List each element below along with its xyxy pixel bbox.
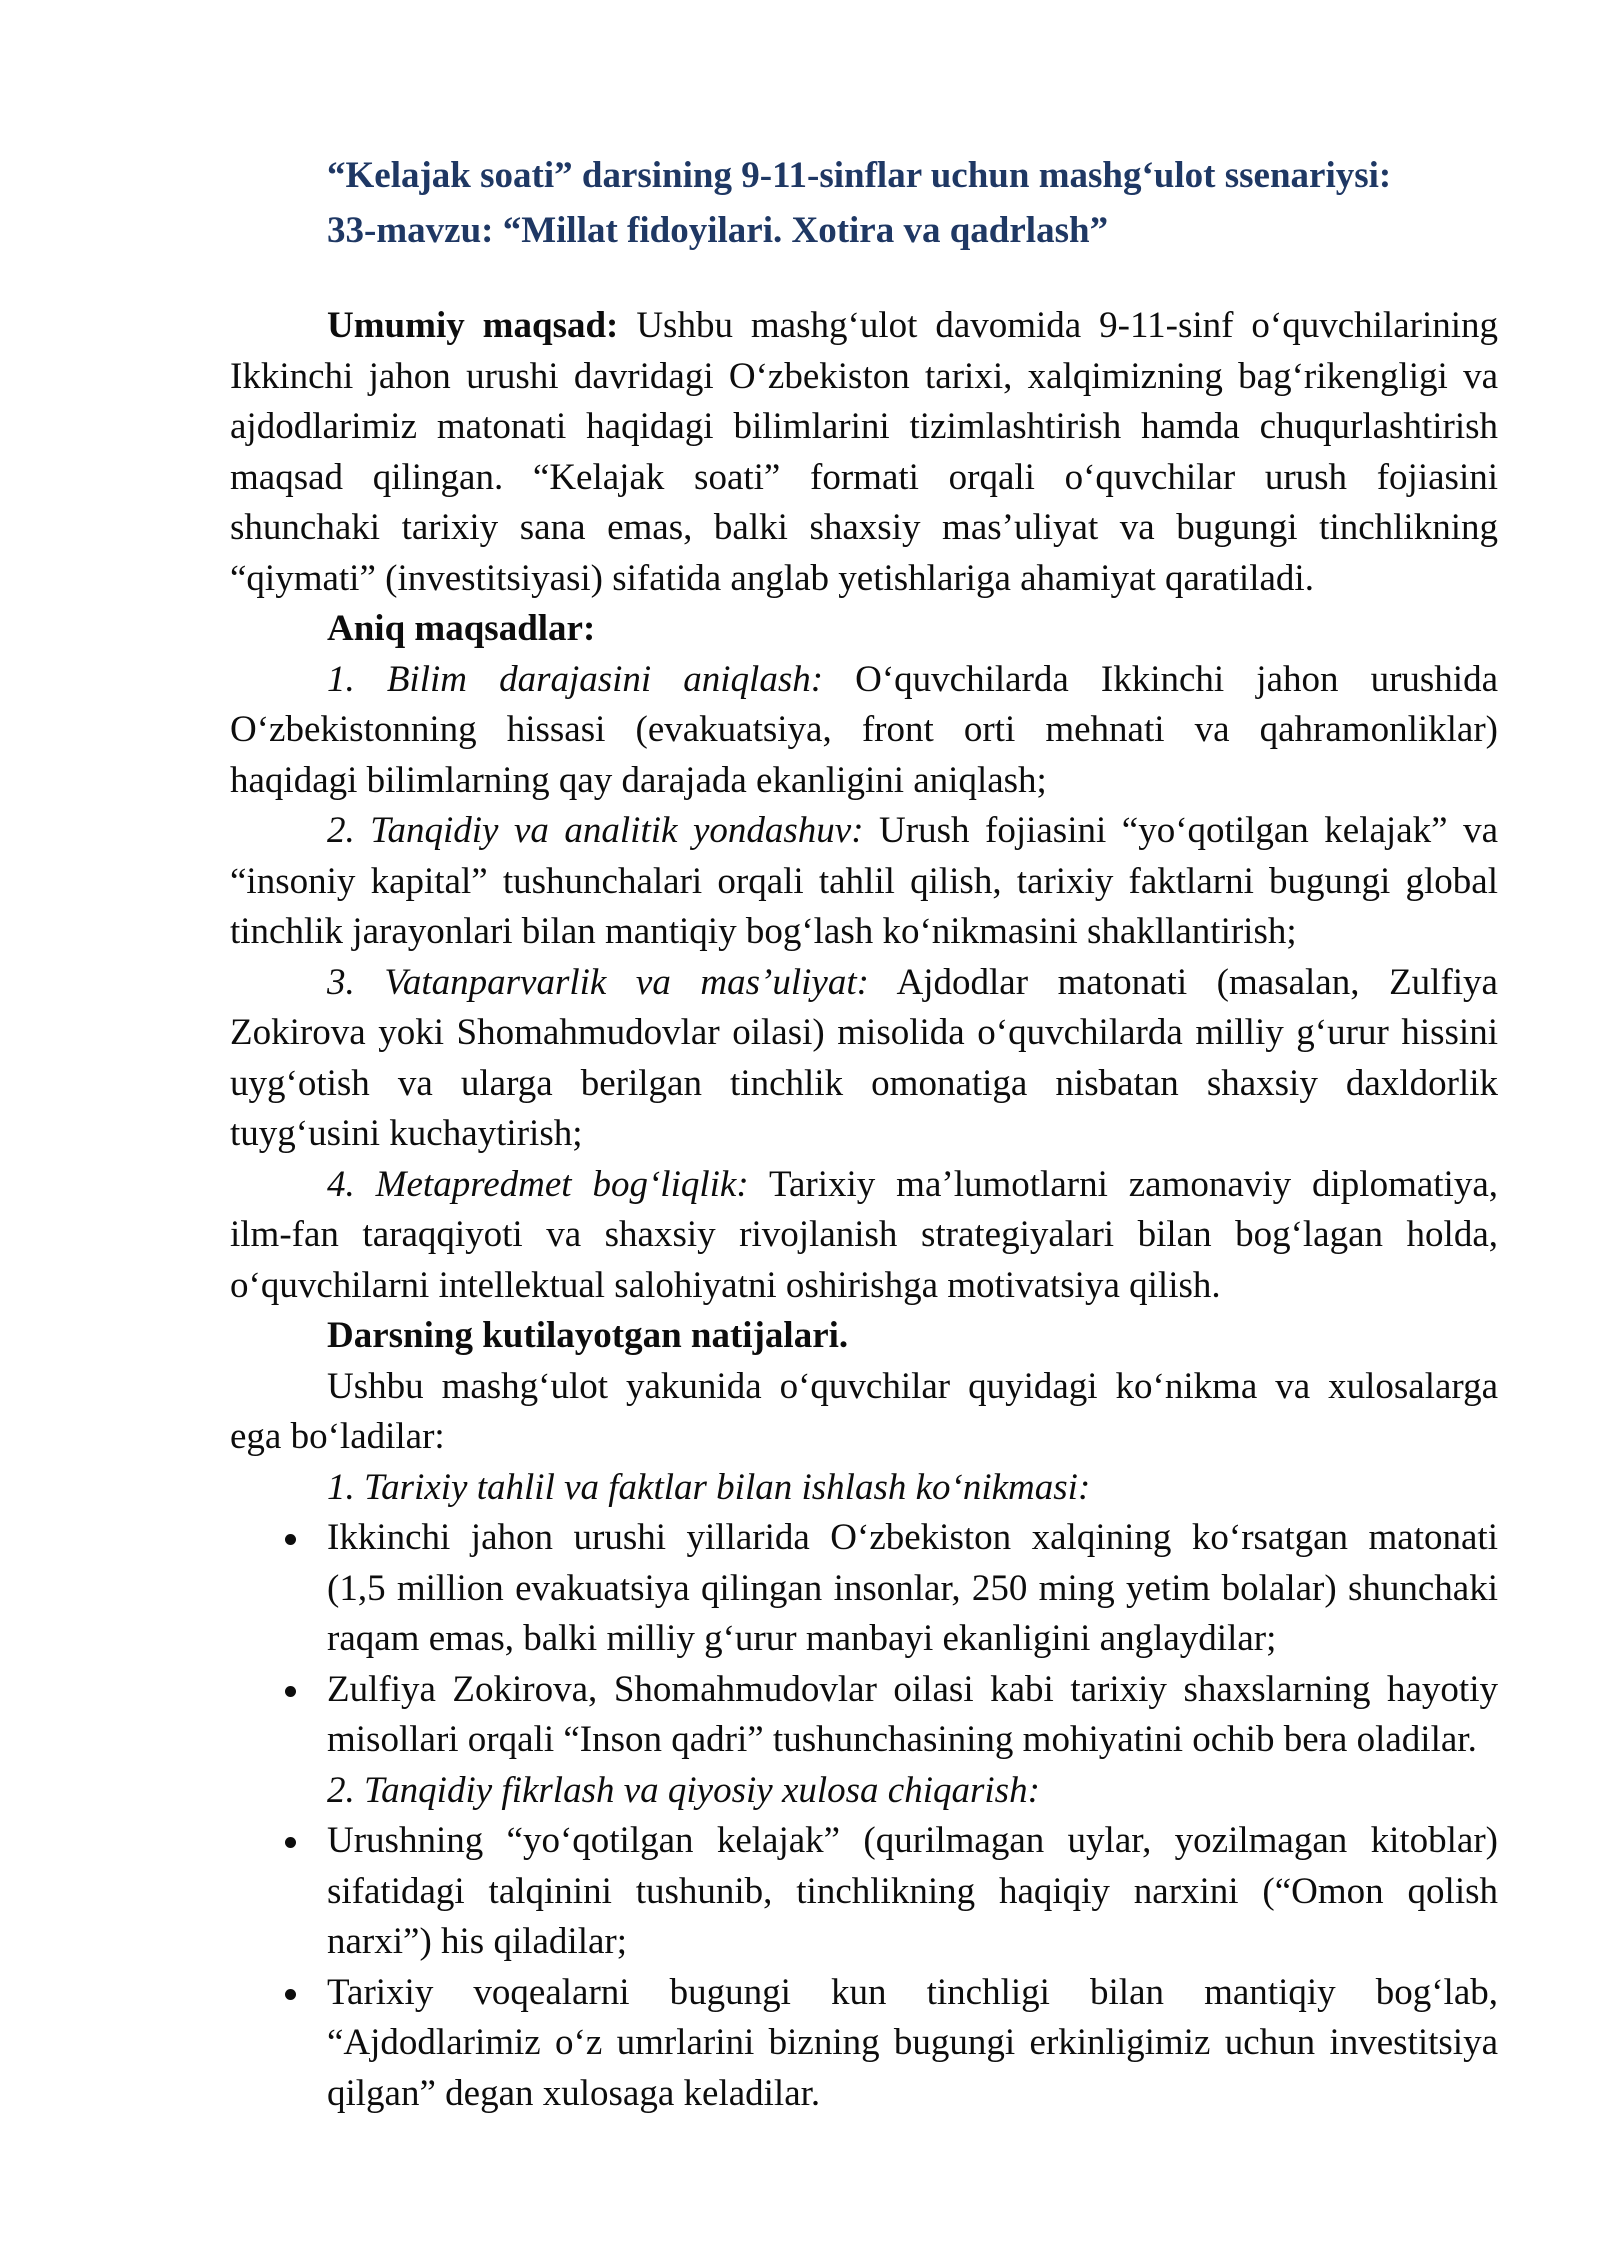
text-line bbox=[230, 655, 1498, 706]
text-line: tuyg‘usini kuchaytirish; bbox=[230, 1113, 583, 1154]
text-line: Ikkinchi jahon urushi davridagi O‘zbekiston tarixi, xalqimizning bag‘rikengligi va bbox=[230, 355, 1498, 397]
general-goal-label: Umumiy maqsad: bbox=[327, 305, 619, 346]
bullet-item bbox=[230, 1665, 1498, 1766]
text-line: narxi”) his qiladilar; bbox=[327, 1921, 628, 1962]
text-line: “qiymati” (investitsiyasi) sifatida anglab yetishlariga ahamiyat qaratiladi. bbox=[230, 557, 1314, 599]
bullet-item bbox=[230, 1816, 1498, 1968]
text-line bbox=[230, 301, 1498, 352]
goal-label: 2. Tanqidiy va analitik yondashuv: bbox=[327, 810, 864, 851]
text-line: “insoniy kapital” tushunchalari orqali tahlil qilish, tarixiy faktlarni bugungi global bbox=[230, 860, 1498, 902]
section-heading-expected-results bbox=[230, 1311, 1498, 1362]
goal-item-1 bbox=[230, 655, 1498, 807]
bullet-icon bbox=[285, 1534, 296, 1545]
text-run: Tarixiy ma’lumotlarni zamonaviy diplomatiya, bbox=[768, 1163, 1499, 1205]
text-line bbox=[230, 806, 1498, 857]
goal-item-4 bbox=[230, 1160, 1498, 1312]
goal-label: 4. Metapredmet bog‘liqlik: bbox=[327, 1163, 749, 1205]
text-line: o‘quvchilarni intellektual salohiyatni oshirishga motivatsiya qilish. bbox=[230, 1264, 1221, 1306]
text-line: Zokirova yoki Shomahmudovlar oilasi) misolida o‘quvchilarda milliy g‘urur hissini bbox=[230, 1012, 1498, 1053]
bullet-icon bbox=[285, 1686, 296, 1697]
goal-item-2 bbox=[230, 806, 1498, 958]
text-line: Ikkinchi jahon urushi yillarida O‘zbekiston xalqining ko‘rsatgan matonati bbox=[327, 1517, 1498, 1558]
title-line-lesson: “Kelajak soati” darsining 9-11-sinflar uchun mashg‘ulot ssenariysi: bbox=[327, 155, 1392, 196]
text-line: ajdodlarimiz matonati haqidagi bilimlarini tizimlashtirish hamda chuqurlashtirish bbox=[230, 406, 1498, 447]
section-heading-specific-goals bbox=[230, 604, 1498, 655]
text-line: Tarixiy voqealarni bugungi kun tinchligi bilan mantiqiy bog‘lab, bbox=[327, 1971, 1498, 2013]
text-line: Zulfiya Zokirova, Shomahmudovlar oilasi kabi tarixiy shaxslarning hayotiy bbox=[327, 1668, 1498, 1710]
text-line: maqsad qilingan. “Kelajak soati” formati orqali o‘quvchilar urush fojiasini bbox=[230, 456, 1498, 498]
text-line: O‘zbekistonning hissasi (evakuatsiya, front orti mehnati va qahramonliklar) bbox=[230, 709, 1498, 750]
text-line: Ushbu mashg‘ulot yakunida o‘quvchilar quyidagi ko‘nikma va xulosalarga bbox=[327, 1365, 1498, 1407]
text-line: (1,5 million evakuatsiya qilingan insonlar, 250 ming yetim bolalar) shunchaki bbox=[327, 1567, 1498, 1609]
heading-text: Darsning kutilayotgan natijalari. bbox=[327, 1315, 849, 1356]
text-line: qilgan” degan xulosaga keladilar. bbox=[327, 2072, 821, 2114]
subheading-text: 1. Tarixiy tahlil va faktlar bilan ishlash ko‘nikmasi: bbox=[327, 1466, 1091, 1508]
text-line: uyg‘otish va ularga berilgan tinchlik omonatiga nisbatan shaxsiy daxldorlik bbox=[230, 1062, 1498, 1104]
bullet-icon bbox=[285, 1989, 296, 2000]
text-line: Urushning “yo‘qotilgan kelajak” (qurilmagan uylar, yozilmagan kitoblar) bbox=[327, 1820, 1498, 1861]
text-line: shunchaki tarixiy sana emas, balki shaxsiy mas’uliyat va bugungi tinchlikning bbox=[230, 507, 1498, 548]
text-line: sifatidagi talqinini tushunib, tinchlikning haqiqiy narxini (“Omon qolish bbox=[327, 1870, 1498, 1912]
bullet-item bbox=[230, 1513, 1498, 1665]
expected-results-intro bbox=[230, 1362, 1498, 1463]
text-line: ilm-fan taraqqiyoti va shaxsiy rivojlanish strategiyalari bilan bog‘lagan holda, bbox=[230, 1214, 1498, 1255]
bullet-icon bbox=[285, 1837, 296, 1848]
subheading-critical-thinking bbox=[230, 1766, 1498, 1817]
text-run: O‘quvchilarda Ikkinchi jahon urushida bbox=[855, 658, 1498, 700]
text-line: “Ajdodlarimiz o‘z umrlarini bizning bugungi erkinligimiz uchun investitsiya bbox=[327, 2022, 1498, 2063]
bullet-item bbox=[230, 1968, 1498, 2120]
text-line bbox=[230, 1160, 1498, 1211]
text-run: Urush fojiasini “yo‘qotilgan kelajak” va bbox=[879, 810, 1498, 851]
goal-label: 1. Bilim darajasini aniqlash: bbox=[327, 658, 824, 700]
general-goal-paragraph bbox=[230, 301, 1498, 604]
text-line: raqam emas, balki milliy g‘urur manbayi ekanligini anglaydilar; bbox=[327, 1618, 1277, 1659]
text-line: misollari orqali “Inson qadri” tushunchasining mohiyatini ochib bera oladilar. bbox=[327, 1719, 1477, 1760]
text-line bbox=[230, 958, 1498, 1009]
goal-item-3 bbox=[230, 958, 1498, 1160]
subheading-text: 2. Tanqidiy fikrlash va qiyosiy xulosa chiqarish: bbox=[327, 1769, 1040, 1811]
title-line-topic: 33-mavzu: “Millat fidoyilari. Xotira va qadrlash” bbox=[327, 210, 1109, 251]
text-line: ega bo‘ladilar: bbox=[230, 1416, 445, 1457]
subheading-historical-analysis bbox=[230, 1463, 1498, 1514]
text-line: tinchlik jarayonlari bilan mantiqiy bog‘lash ko‘nikmasini shakllantirish; bbox=[230, 911, 1297, 952]
text-run: Ajdodlar matonati (masalan, Zulfiya bbox=[896, 961, 1498, 1003]
document-body bbox=[230, 301, 1498, 2119]
page-title bbox=[327, 148, 1498, 258]
text-line: haqidagi bilimlarning qay darajada ekanligini aniqlash; bbox=[230, 759, 1047, 801]
text-run: Ushbu mashg‘ulot davomida 9-11-sinf o‘quvchilarining bbox=[636, 305, 1499, 346]
heading-text: Aniq maqsadlar: bbox=[327, 608, 596, 649]
goal-label: 3. Vatanparvarlik va mas’uliyat: bbox=[327, 961, 869, 1003]
